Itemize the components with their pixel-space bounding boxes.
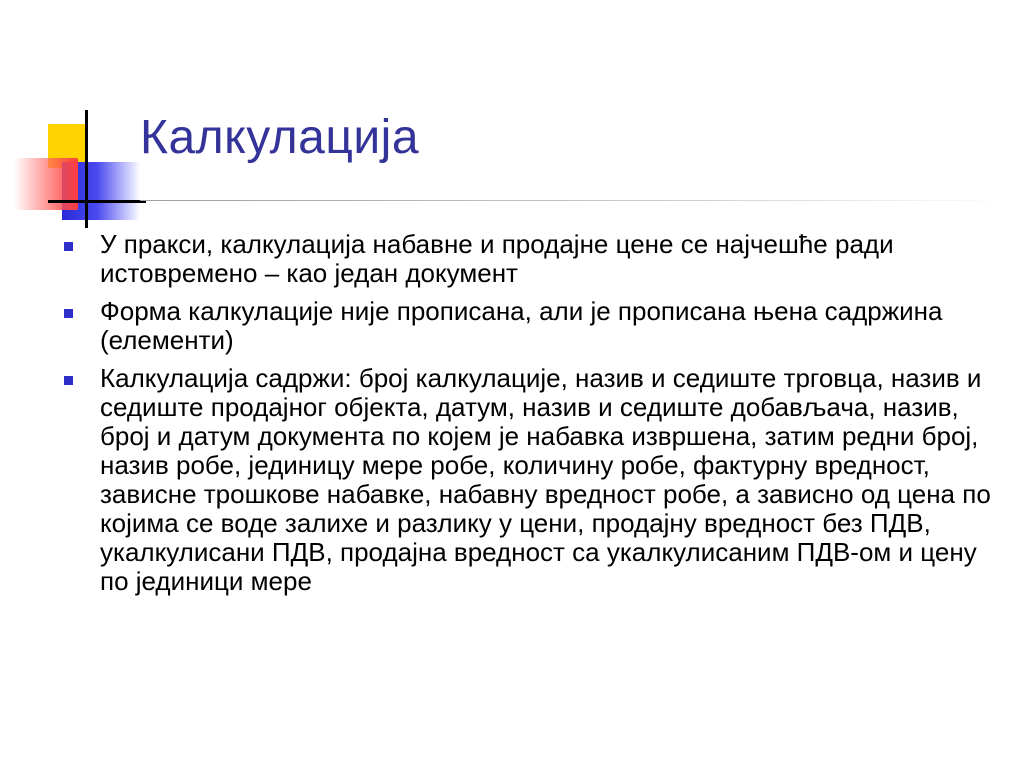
bullet-list [62, 230, 992, 605]
decorative-logo-graphic [0, 100, 150, 230]
bullet-item [62, 364, 992, 596]
square-bullet-icon [64, 309, 73, 318]
bullet-text: У пракси, калкулација набавне и продајне цене се најчешће ради истовремено – као један документ [100, 229, 894, 288]
square-bullet-icon [64, 242, 73, 251]
square-bullet-icon [64, 376, 73, 385]
slide-title: Калкулација [140, 111, 420, 164]
bullet-text: Форма калкулације није прописана, али је прописана њена садржина (елементи) [100, 296, 943, 355]
bullet-item [62, 297, 992, 355]
title-divider [140, 200, 1010, 201]
bullet-text: Калкулација садржи: број калкулације, назив и седиште трговца, назив и седиште продајног објекта, датум, назив и седиште добављача, назив, број и датум документа по којем је набавка извршена, затим редни број, назив робе, јединицу мере робе, количину робе, фактурну вредност, зависне трошкове набавке, набавну вредност робе, а зависно од цена по којима се воде залихе и разлику у цени, продајну вредност без ПДВ, укалкулисани ПДВ, продајна вредност са укалкулисаним ПДВ-ом и цену по јединици мере [100, 363, 991, 596]
bullet-item [62, 230, 992, 288]
horizontal-line [48, 200, 146, 203]
vertical-line [85, 110, 88, 228]
